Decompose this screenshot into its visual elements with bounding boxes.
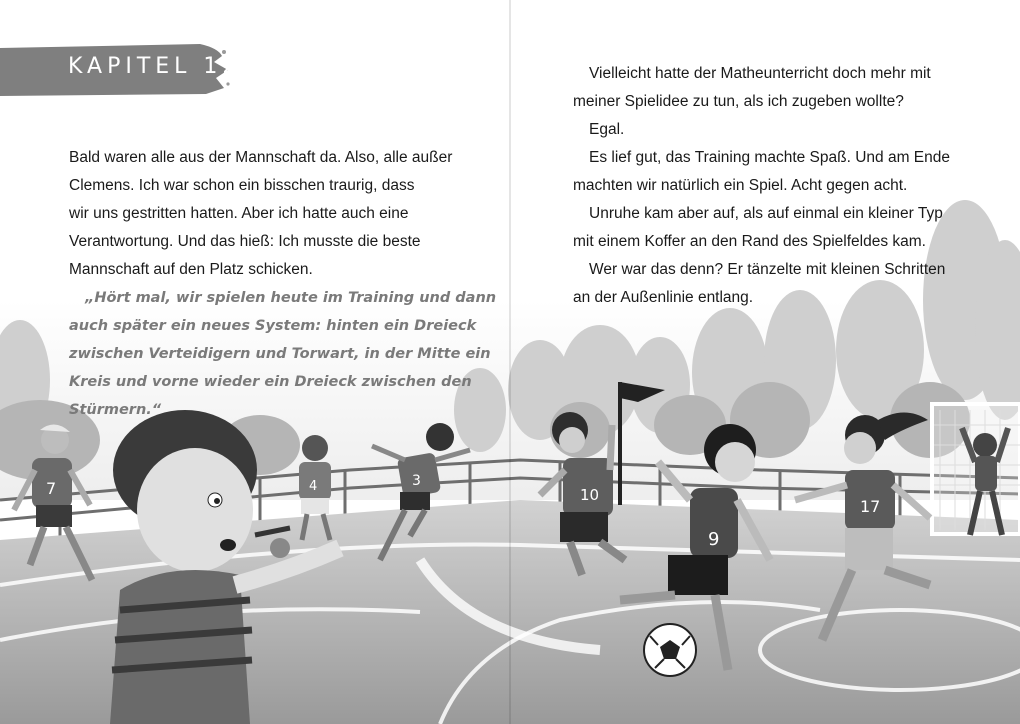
soccer-ball <box>644 624 696 676</box>
right-page-body <box>573 60 950 312</box>
text-line: machten wir natürlich ein Spiel. Acht gegen acht. <box>573 177 908 194</box>
coach-speech <box>69 284 496 424</box>
svg-text:4: 4 <box>309 479 318 494</box>
text-line: meiner Spielidee zu tun, als ich zugeben wollte? <box>573 93 904 110</box>
text-line: Es lief gut, das Training machte Spaß. Und am Ende <box>589 149 950 166</box>
svg-text:17: 17 <box>860 497 881 516</box>
svg-text:3: 3 <box>412 473 421 489</box>
svg-text:7: 7 <box>46 479 57 498</box>
text-line: Bald waren alle aus der Mannschaft da. Also, alle außer <box>69 149 453 166</box>
speech-line: auch später ein neues System: hinten ein Dreieck <box>69 318 477 334</box>
text-line: wir uns gestritten hatten. Aber ich hatte auch eine <box>69 205 409 222</box>
text-line: Verantwortung. Und das hieß: Ich musste die beste <box>69 233 421 250</box>
speech-line: zwischen Verteidigern und Torwart, in der Mitte ein <box>69 346 491 362</box>
text-line: Vielleicht hatte der Matheunterricht doch mehr mit <box>589 65 931 82</box>
speech-line: „Hört mal, wir spielen heute im Training und dann <box>85 290 497 306</box>
text-line: an der Außenlinie entlang. <box>573 289 754 306</box>
speech-line: Kreis und vorne wieder ein Dreieck zwischen den <box>69 374 472 390</box>
chapter-heading: KAPITEL 12 <box>68 54 242 79</box>
text-line: Wer war das denn? Er tänzelte mit kleinen Schritten <box>589 261 946 278</box>
text-line: Clemens. Ich war schon ein bisschen traurig, dass <box>69 177 415 194</box>
svg-text:9: 9 <box>708 529 720 550</box>
text-line: Mannschaft auf den Platz schicken. <box>69 261 313 278</box>
svg-text:10: 10 <box>580 486 600 504</box>
left-page-body <box>69 144 452 284</box>
page-gutter <box>509 0 511 724</box>
text-line: Egal. <box>589 121 625 138</box>
speech-line: Stürmern.“ <box>69 402 162 418</box>
text-line: mit einem Koffer an den Rand des Spielfeldes kam. <box>573 233 926 250</box>
text-line: Unruhe kam aber auf, als auf einmal ein kleiner Typ <box>589 205 943 222</box>
